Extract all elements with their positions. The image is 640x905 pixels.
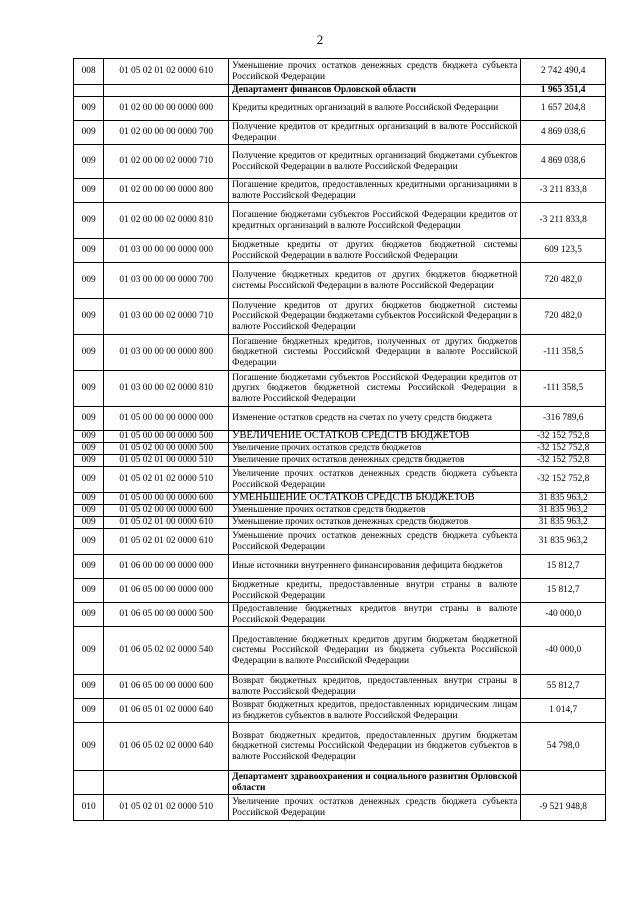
admin-code-cell: 009 [74,407,104,431]
budget-code-cell: 01 03 00 00 00 0000 800 [104,335,229,371]
admin-code-cell: 009 [74,493,104,505]
amount-cell: 31 835 963,2 [521,529,606,555]
amount-cell: -32 152 752,8 [521,443,606,455]
source-name-cell: Кредиты кредитных организаций в валюте Российской Федерации [229,97,521,121]
amount-cell: 1 657 204,8 [521,97,606,121]
amount-cell: 54 798,0 [521,723,606,771]
amount-cell: -3 211 833,8 [521,203,606,239]
table-row [74,579,606,603]
table-row [74,145,606,179]
admin-code-cell: 009 [74,603,104,627]
source-name-cell: Увеличение прочих остатков денежных средств бюджетов [229,455,521,467]
table-row [74,97,606,121]
table-body [74,59,606,821]
table-row [74,443,606,455]
budget-code-cell: 01 06 05 00 00 0000 500 [104,603,229,627]
admin-code-cell: 008 [74,59,104,85]
admin-code-cell: 009 [74,467,104,493]
amount-cell: 1 965 351,4 [521,85,606,97]
admin-code-cell: 009 [74,443,104,455]
table-row [74,555,606,579]
amount-cell: -32 152 752,8 [521,467,606,493]
source-name-cell: Увеличение прочих остатков денежных средств бюджета субъекта Российской Федерации [229,795,521,821]
budget-code-cell: 01 05 02 01 02 0000 610 [104,59,229,85]
department-row [74,85,606,97]
table-row [74,455,606,467]
amount-cell: 15 812,7 [521,579,606,603]
admin-code-cell: 009 [74,145,104,179]
table-row [74,299,606,335]
admin-code-cell: 009 [74,517,104,529]
budget-code-cell: 01 06 05 02 02 0000 540 [104,627,229,675]
budget-code-cell: 01 02 00 00 02 0000 710 [104,145,229,179]
admin-code-cell [74,771,104,795]
source-name-cell: Предоставление бюджетных кредитов другим бюджетам бюджетной системы Российской Федерации из бюджета субъекта Российской Федерации в валюте Российской Федерации [229,627,521,675]
source-name-cell: Получение кредитов от других бюджетов бюджетной системы Российской Федерации бюджетами субъектов Российской Федерации в валюте Российской Федерации [229,299,521,335]
amount-cell: 609 123,5 [521,239,606,263]
source-name-cell: Уменьшение прочих остатков денежных средств бюджета субъекта Российской Федерации [229,529,521,555]
budget-code-cell: 01 05 02 00 00 0000 600 [104,505,229,517]
admin-code-cell: 009 [74,431,104,443]
source-name-cell: Погашение бюджетных кредитов, полученных от других бюджетов бюджетной системы Российской Федерации в валюте Российской Федерации [229,335,521,371]
source-name-cell: Бюджетные кредиты, предоставленные внутри страны в валюте Российской Федерации [229,579,521,603]
budget-code-cell: 01 03 00 00 02 0000 810 [104,371,229,407]
amount-cell: -9 521 948,8 [521,795,606,821]
source-name-cell: Погашение кредитов, предоставленных кредитными организациями в валюте Российской Федерации [229,179,521,203]
table-row [74,505,606,517]
budget-code-cell: 01 02 00 00 02 0000 810 [104,203,229,239]
budget-code-cell: 01 06 05 01 02 0000 640 [104,699,229,723]
admin-code-cell: 009 [74,455,104,467]
budget-code-cell: 01 02 00 00 00 0000 000 [104,97,229,121]
amount-cell: -111 358,5 [521,371,606,407]
admin-code-cell: 009 [74,121,104,145]
budget-code-cell: 01 05 02 01 02 0000 610 [104,529,229,555]
source-name-cell: Департамент здравоохранения и социального развития Орловской области [229,771,521,795]
amount-cell [521,771,606,795]
admin-code-cell: 009 [74,699,104,723]
amount-cell: -3 211 833,8 [521,179,606,203]
budget-code-cell: 01 03 00 00 00 0000 000 [104,239,229,263]
admin-code-cell: 009 [74,263,104,299]
admin-code-cell: 009 [74,239,104,263]
amount-cell: 720 482,0 [521,263,606,299]
budget-code-cell: 01 05 02 01 00 0000 510 [104,455,229,467]
admin-code-cell: 009 [74,579,104,603]
amount-cell: 2 742 490,4 [521,59,606,85]
source-name-cell: Увеличение прочих остатков средств бюджетов [229,443,521,455]
budget-code-cell: 01 05 00 00 00 0000 600 [104,493,229,505]
budget-code-cell: 01 05 00 00 00 0000 000 [104,407,229,431]
budget-code-cell [104,85,229,97]
department-row [74,771,606,795]
source-name-cell: Уменьшение прочих остатков средств бюджетов [229,505,521,517]
table-row [74,179,606,203]
admin-code-cell: 009 [74,675,104,699]
admin-code-cell: 009 [74,529,104,555]
amount-cell: -40 000,0 [521,603,606,627]
table-row [74,675,606,699]
table-row [74,529,606,555]
source-name-cell: Погашение бюджетами субъектов Российской Федерации кредитов от других бюджетов бюджетной системы Российской Федерации в валюте Российской Федерации [229,371,521,407]
amount-cell: 4 869 038,6 [521,145,606,179]
source-name-cell: Увеличение прочих остатков денежных средств бюджета субъекта Российской Федерации [229,467,521,493]
budget-code-cell: 01 05 02 00 00 0000 500 [104,443,229,455]
amount-cell: 4 869 038,6 [521,121,606,145]
amount-cell: -316 789,6 [521,407,606,431]
budget-code-cell: 01 06 05 00 00 0000 600 [104,675,229,699]
admin-code-cell: 009 [74,203,104,239]
table-row [74,795,606,821]
table-row [74,603,606,627]
admin-code-cell: 009 [74,97,104,121]
source-name-cell: Возврат бюджетных кредитов, предоставленных другим бюджетам бюджетной системы Российской Федерации из бюджетов субъектов в валюте Российской Федерации [229,723,521,771]
budget-code-cell: 01 06 00 00 00 0000 000 [104,555,229,579]
source-name-cell: Уменьшение прочих остатков денежных средств бюджета субъекта Российской Федерации [229,59,521,85]
admin-code-cell: 009 [74,335,104,371]
table-row [74,407,606,431]
table-row [74,59,606,85]
table-row [74,335,606,371]
budget-code-cell: 01 05 02 01 02 0000 510 [104,467,229,493]
table-row [74,371,606,407]
amount-cell: 15 812,7 [521,555,606,579]
source-name-cell: Предоставление бюджетных кредитов внутри страны в валюте Российской Федерации [229,603,521,627]
source-name-cell: Возврат бюджетных кредитов, предоставленных внутри страны в валюте Российской Федерации [229,675,521,699]
amount-cell: 720 482,0 [521,299,606,335]
table-row [74,723,606,771]
amount-cell: 31 835 963,2 [521,517,606,529]
amount-cell: 1 014,7 [521,699,606,723]
amount-cell: -32 152 752,8 [521,455,606,467]
admin-code-cell: 009 [74,627,104,675]
admin-code-cell: 009 [74,723,104,771]
table-row [74,263,606,299]
table-row [74,203,606,239]
source-name-cell: Получение бюджетных кредитов от других бюджетов бюджетной системы Российской Федерации в валюте Российской Федерации [229,263,521,299]
amount-cell: 55 812,7 [521,675,606,699]
source-name-cell: Иные источники внутреннего финансирования дефицита бюджетов [229,555,521,579]
amount-cell: 31 835 963,2 [521,505,606,517]
admin-code-cell: 009 [74,555,104,579]
budget-code-cell: 01 02 00 00 00 0000 700 [104,121,229,145]
admin-code-cell: 010 [74,795,104,821]
table-row [74,699,606,723]
budget-code-cell: 01 06 05 02 02 0000 640 [104,723,229,771]
table-row [74,121,606,145]
page-number: 2 [316,32,324,47]
source-name-cell: Возврат бюджетных кредитов, предоставленных юридическим лицам из бюджетов субъектов в валюте Российской Федерации [229,699,521,723]
source-name-cell: УВЕЛИЧЕНИЕ ОСТАТКОВ СРЕДСТВ БЮДЖЕТОВ [229,431,521,443]
admin-code-cell: 009 [74,505,104,517]
source-name-cell: Получение кредитов от кредитных организаций бюджетами субъектов Российской Федерации в валюте Российской Федерации [229,145,521,179]
budget-code-cell: 01 05 00 00 00 0000 500 [104,431,229,443]
source-name-cell: Бюджетные кредиты от других бюджетов бюджетной системы Российской Федерации в валюте Российской Федерации [229,239,521,263]
budget-sources-table [73,58,606,821]
admin-code-cell [74,85,104,97]
admin-code-cell: 009 [74,179,104,203]
source-name-cell: Получение кредитов от кредитных организаций в валюте Российской Федерации [229,121,521,145]
source-name-cell: Уменьшение прочих остатков денежных средств бюджетов [229,517,521,529]
amount-cell: 31 835 963,2 [521,493,606,505]
table-row [74,627,606,675]
table-row [74,467,606,493]
budget-code-cell [104,771,229,795]
amount-cell: -111 358,5 [521,335,606,371]
source-name-cell: Изменение остатков средств на счетах по учету средств бюджета [229,407,521,431]
budget-code-cell: 01 06 05 00 00 0000 000 [104,579,229,603]
budget-code-cell: 01 03 00 00 00 0000 700 [104,263,229,299]
budget-code-cell: 01 02 00 00 00 0000 800 [104,179,229,203]
amount-cell: -40 000,0 [521,627,606,675]
budget-code-cell: 01 05 02 01 00 0000 610 [104,517,229,529]
source-name-cell: УМЕНЬШЕНИЕ ОСТАТКОВ СРЕДСТВ БЮДЖЕТОВ [229,493,521,505]
table-row [74,493,606,505]
table-row [74,239,606,263]
admin-code-cell: 009 [74,371,104,407]
budget-code-cell: 01 03 00 00 02 0000 710 [104,299,229,335]
admin-code-cell: 009 [74,299,104,335]
table-row [74,517,606,529]
source-name-cell: Департамент финансов Орловской области [229,85,521,97]
source-name-cell: Погашение бюджетами субъектов Российской Федерации кредитов от кредитных организаций в валюте Российской Федерации [229,203,521,239]
budget-code-cell: 01 05 02 01 02 0000 510 [104,795,229,821]
amount-cell: -32 152 752,8 [521,431,606,443]
table-row [74,431,606,443]
